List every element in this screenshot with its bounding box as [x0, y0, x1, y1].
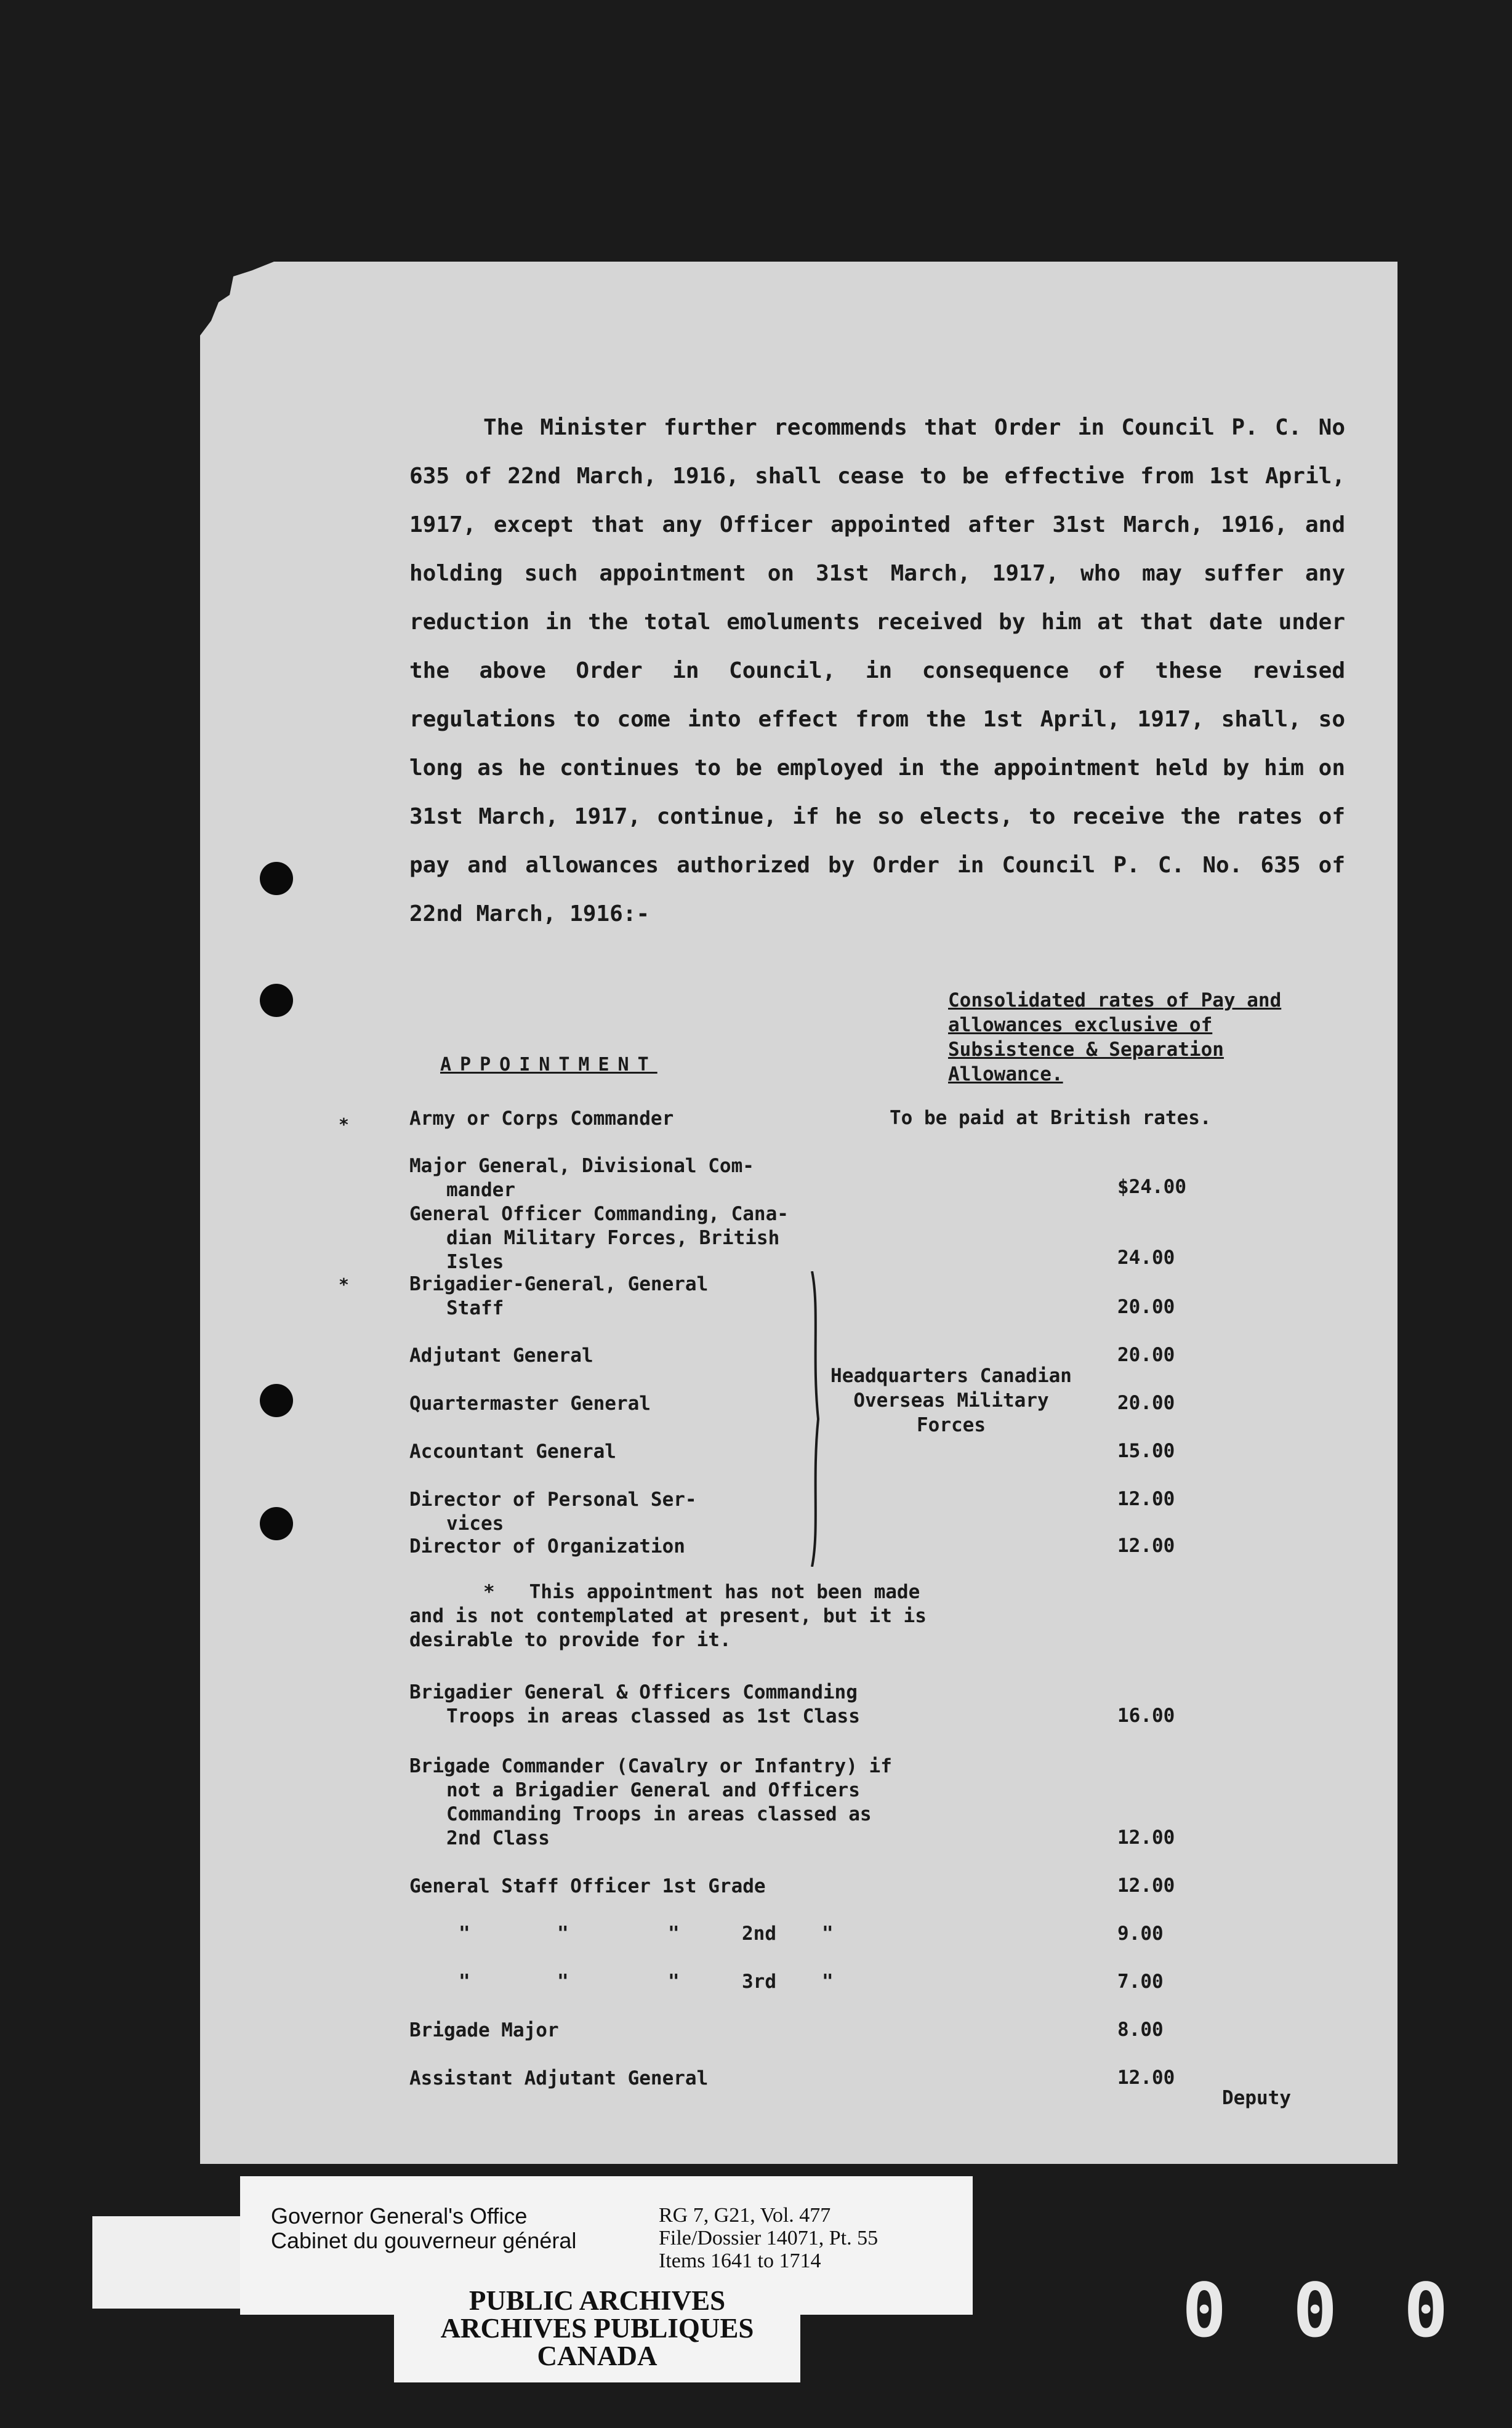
rate-amount: 16.00 [1117, 1705, 1175, 1727]
ditto-mark: " [459, 1923, 470, 1945]
row-label: Army or Corps Commander [409, 1107, 674, 1130]
rate-amount: 9.00 [1117, 1923, 1164, 1945]
row-label: Brigade Major [409, 2019, 559, 2041]
row-label: Brigadier-General, General Staff [409, 1273, 709, 1319]
recommendation-paragraph: The Minister further recommends that Order in Council P. C. No 635 of 22nd March, 1916, shall cease to be effective from 1st April, 1917, except that any Officer appointed after 31st March, 1916, and holding such appointment on 31st March, 1917, who may suffer any reduction in the total emoluments received by him at that date under the above Order in Council, in consequence of these revised regulations to come into effect from the 1st April, 1917, shall, so long as he continues to be employed in the appointment held by him on 31st March, 1917, continue, if he so elects, to receive the rates of pay and allowances authorized by Order in Council P. C. No. 635 of 22nd March, 1916:- [409, 415, 1345, 927]
row-label: Quartermaster General [409, 1393, 651, 1415]
tick-mark: * [339, 1274, 349, 1295]
appointment-heading: APPOINTMENT [440, 1054, 657, 1075]
rate-amount: 15.00 [1117, 1440, 1175, 1462]
rate-amount: 12.00 [1117, 1488, 1175, 1510]
rate-amount: 8.00 [1117, 2019, 1164, 2041]
row-label: Accountant General [409, 1441, 616, 1463]
rate-amount: 12.00 [1117, 2067, 1175, 2089]
rate-amount: 12.00 [1117, 1535, 1175, 1557]
row-label: Adjutant General [409, 1345, 593, 1367]
row-label: Assistant Adjutant General [409, 2067, 709, 2089]
rate-amount: 7.00 [1117, 1971, 1164, 1993]
ditto-mark: " [557, 1923, 569, 1945]
row-label: Director of Personal Ser- vices [409, 1489, 697, 1535]
label-strip [92, 2216, 243, 2309]
office-label: Governor General's Office Cabinet du gouverneur général [271, 2203, 577, 2253]
ditto-mark: " [459, 1971, 470, 1993]
ditto-mark: " [668, 1923, 680, 1945]
row-label: General Officer Commanding, Cana- dian Military Forces, British Isles [409, 1203, 789, 1273]
rate-amount: 12.00 [1117, 1827, 1175, 1849]
frame-digit: 0 [1293, 2269, 1338, 2354]
ditto-mark: " [822, 1923, 834, 1945]
rate-amount: 20.00 [1117, 1296, 1175, 1318]
catchword: Deputy [1222, 2087, 1291, 2109]
public-archives-stamp: PUBLIC ARCHIVES ARCHIVES PUBLIQUES CANADA [394, 2281, 800, 2382]
row-label: Major General, Divisional Com- mander [409, 1155, 754, 1201]
grade-label: 2nd [742, 1923, 776, 1945]
frame-digit: 0 [1182, 2269, 1227, 2354]
brace-mark [810, 1271, 823, 1567]
footnote: * This appointment has not been made and is not contemplated at present, but it is desirable to provide for it. [409, 1581, 927, 1651]
ditto-mark: " [557, 1971, 569, 1993]
row-label: Brigade Commander (Cavalry or Infantry) if not a Brigadier General and Officers Commanding Troops in areas classed as 2nd Class [409, 1755, 892, 1849]
row-label: Brigadier General & Officers Commanding Troops in areas classed as 1st Class [409, 1681, 860, 1727]
rate-amount: 20.00 [1117, 1344, 1175, 1366]
rate-amount: 20.00 [1117, 1392, 1175, 1414]
consolidated-rates-heading: Consolidated rates of Pay and allowances exclusive of Subsistence & Separation Allowance. [948, 989, 1282, 1085]
page-content [200, 262, 1397, 2164]
ditto-mark: " [668, 1971, 680, 1993]
ditto-mark: " [822, 1971, 834, 1993]
row-label: General Staff Officer 1st Grade [409, 1875, 766, 1897]
frame-digit: 0 [1404, 2269, 1449, 2354]
row-label: Director of Organization [409, 1535, 685, 1558]
british-rates-note: To be paid at British rates. [890, 1107, 1212, 1129]
grade-label: 3rd [742, 1971, 776, 1993]
asterisk-mark: * [339, 1114, 349, 1135]
reference-label: RG 7, G21, Vol. 477 File/Dossier 14071, Pt. 55 Items 1641 to 1714 [659, 2204, 879, 2272]
rate-amount: 24.00 [1117, 1247, 1175, 1269]
headquarters-label: Headquarters Canadian Overseas Military Forces [830, 1365, 1072, 1436]
rate-amount: $24.00 [1117, 1176, 1186, 1198]
rate-amount: 12.00 [1117, 1875, 1175, 1897]
